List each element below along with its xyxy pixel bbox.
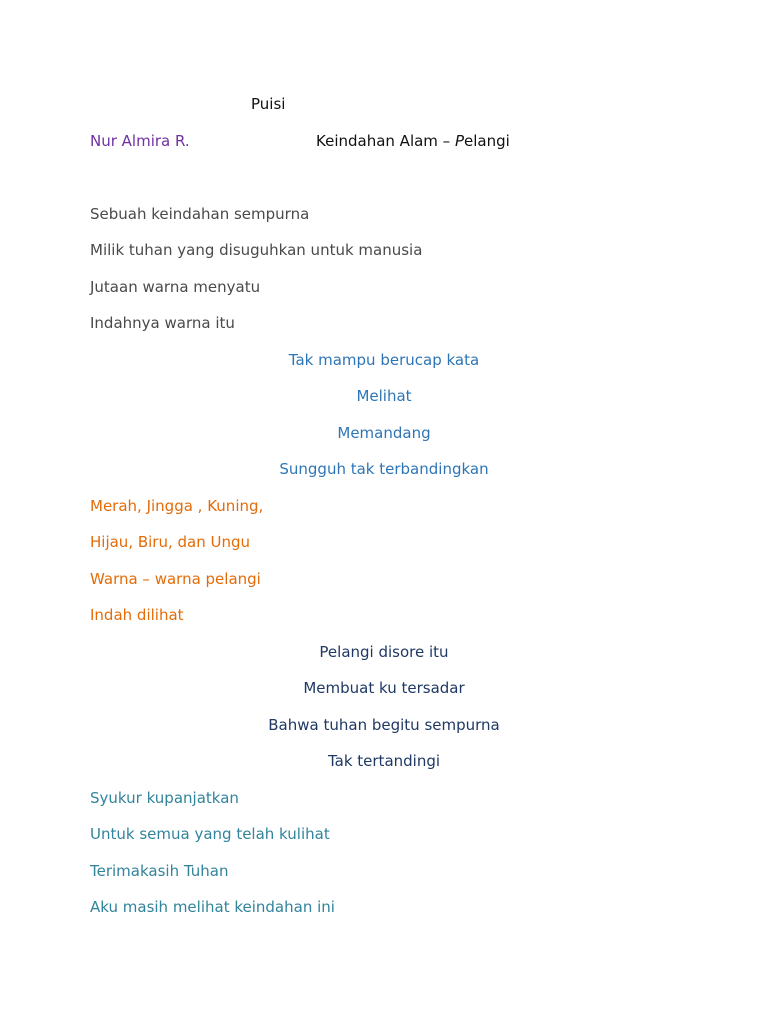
poem-line: Indahnya warna itu <box>90 314 235 332</box>
poem-line: Milik tuhan yang disuguhkan untuk manusia <box>90 241 423 259</box>
poem-line: Membuat ku tersadar <box>303 679 465 697</box>
poem-line: Sungguh tak terbandingkan <box>279 460 489 478</box>
poem-line: Indah dilihat <box>90 606 184 624</box>
poem-line: Aku masih melihat keindahan ini <box>90 898 335 916</box>
poem-title-initial: P <box>454 132 464 150</box>
poem-title <box>316 131 510 151</box>
poem-line: Memandang <box>337 424 431 442</box>
poem-line: Terimakasih Tuhan <box>90 862 229 880</box>
poem-line: Pelangi disore itu <box>319 643 449 661</box>
poem-line: Syukur kupanjatkan <box>90 789 239 807</box>
poem-line: Tak mampu berucap kata <box>288 351 480 369</box>
poem-line: Sebuah keindahan sempurna <box>90 205 310 223</box>
poem-title-main: Keindahan Alam – <box>316 132 455 150</box>
poem-line: Melihat <box>356 387 412 405</box>
poem-line: Jutaan warna menyatu <box>90 278 261 296</box>
poem-line: Bahwa tuhan begitu sempurna <box>268 716 500 734</box>
poem-line: Untuk semua yang telah kulihat <box>90 825 330 843</box>
author-name: Nur Almira R. <box>90 132 190 150</box>
poem-line: Tak tertandingi <box>327 752 441 770</box>
poem-line: Warna – warna pelangi <box>90 570 261 588</box>
poem-line: Merah, Jingga , Kuning, <box>90 497 264 515</box>
poem-title-rest: elangi <box>464 132 510 150</box>
poem-line: Hijau, Biru, dan Ungu <box>90 533 251 551</box>
document-label: Puisi <box>251 95 286 113</box>
